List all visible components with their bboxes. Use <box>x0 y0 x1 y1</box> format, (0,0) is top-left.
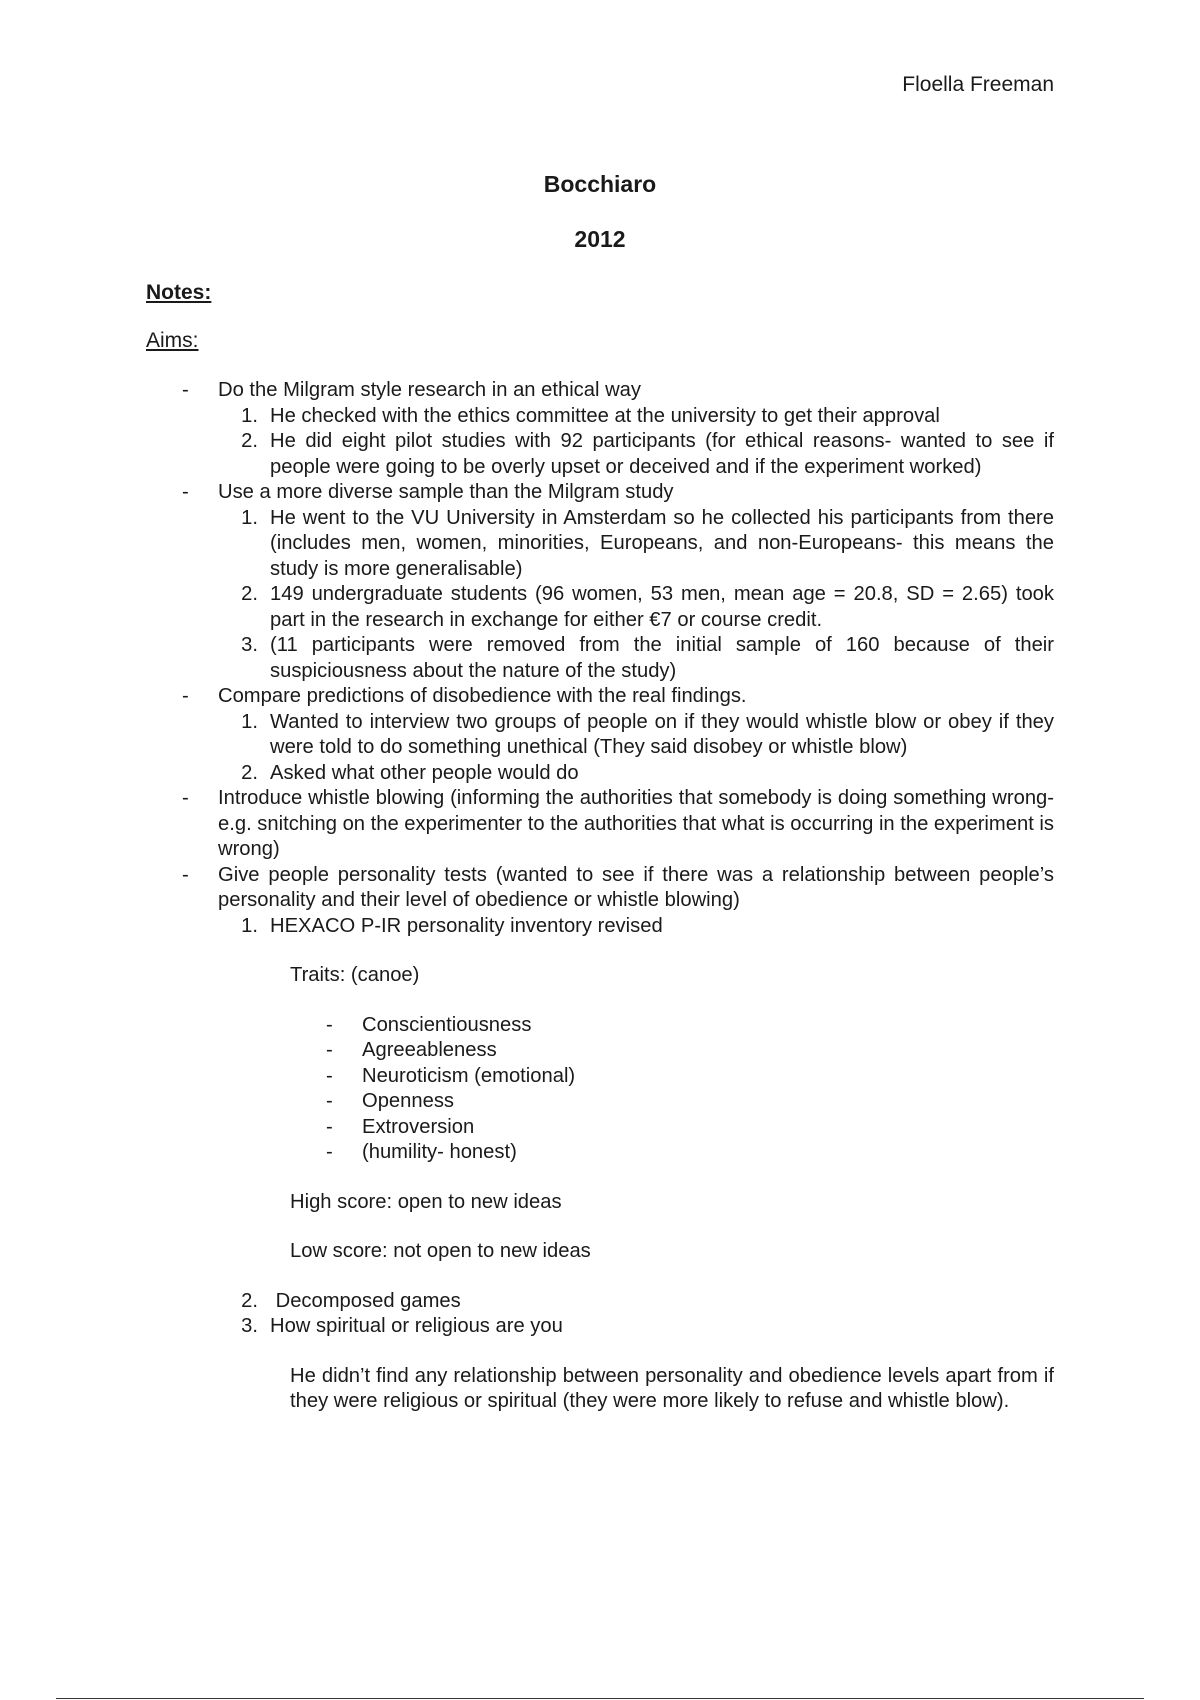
conclusion-paragraph: He didn’t find any relationship between personality and obedience levels apart from if they were religious or spiritual (they were more likely to refuse and whistle blow). <box>290 1364 1054 1412</box>
numbered-item: 2. Decomposed games <box>241 1289 461 1312</box>
numbered-item: 3. (11 participants were removed from the initial sample of 160 because of their suspiciousness about the nature of the study) <box>241 634 1054 682</box>
aim-text: Give people personality tests (wanted to see if there was a relationship between people’s personality and their level of obedience or whistle blowing) <box>218 863 1054 911</box>
notes-heading: Notes: <box>146 281 212 304</box>
author-name: Floella Freeman <box>902 73 1054 96</box>
numbered-item: 2. Asked what other people would do <box>241 761 579 784</box>
bullet-dash: - <box>182 379 189 401</box>
aim-bullet <box>146 863 1054 914</box>
numbered-item: 3. How spiritual or religious are you <box>241 1315 563 1337</box>
aim-text: Use a more diverse sample than the Milgram study <box>218 481 674 503</box>
aims-heading: Aims: <box>146 329 199 352</box>
numbered-item: 1. Wanted to interview two groups of people on if they would whistle blow or obey if they were told to do something unethical (They said disobey or whistle blow) <box>241 710 1054 758</box>
numbered-item: 1. He checked with the ethics committee at the university to get their approval <box>241 404 940 427</box>
page-bottom-rule <box>56 1698 1144 1699</box>
aim-bullet <box>146 786 1054 863</box>
aim-text: Compare predictions of disobedience with the real findings. <box>218 685 747 707</box>
trait-item: - (humility- honest) <box>326 1141 517 1163</box>
high-score-text: High score: open to new ideas <box>290 1190 562 1213</box>
aim-bullet <box>146 378 1054 404</box>
aims-content <box>146 378 1054 1415</box>
trait-item: - Neuroticism (emotional) <box>326 1064 576 1087</box>
document-title: Bocchiaro <box>543 171 657 197</box>
bullet-dash: - <box>182 481 189 503</box>
bullet-dash: - <box>182 685 189 707</box>
aim-bullet <box>146 480 1054 506</box>
aim-text: Do the Milgram style research in an ethical way <box>218 379 641 401</box>
numbered-item: 1. He went to the VU University in Amsterdam so he collected his participants from there (includes men, women, minorities, Europeans, and non-Europeans- this means the study is more generalisable) <box>241 506 1054 580</box>
trait-item: - Agreeableness <box>326 1039 497 1061</box>
numbered-item: 2. 149 undergraduate students (96 women, 53 men, mean age = 20.8, SD = 2.65) took part in the research in exchange for either €7 or course credit. <box>241 583 1054 631</box>
aim-text: Introduce whistle blowing (informing the authorities that somebody is doing something wrong- e.g. snitching on the experimenter to the authorities that what is occurring in the experiment is wrong) <box>218 787 1054 860</box>
numbered-item: 1. HEXACO P-IR personality inventory revised <box>241 914 663 937</box>
bullet-dash: - <box>182 787 189 809</box>
aim-bullet <box>146 684 1054 710</box>
traits-label: Traits: (canoe) <box>290 964 420 986</box>
trait-item: - Extroversion <box>326 1115 475 1138</box>
numbered-item: 2. He did eight pilot studies with 92 participants (for ethical reasons- wanted to see if people were going to be overly upset or deceived and if the experiment worked) <box>241 430 1054 478</box>
trait-item: - Conscientiousness <box>326 1013 532 1036</box>
trait-item: - Openness <box>326 1090 455 1112</box>
document-year: 2012 <box>574 226 626 252</box>
low-score-text: Low score: not open to new ideas <box>290 1240 591 1262</box>
bullet-dash: - <box>182 863 189 886</box>
